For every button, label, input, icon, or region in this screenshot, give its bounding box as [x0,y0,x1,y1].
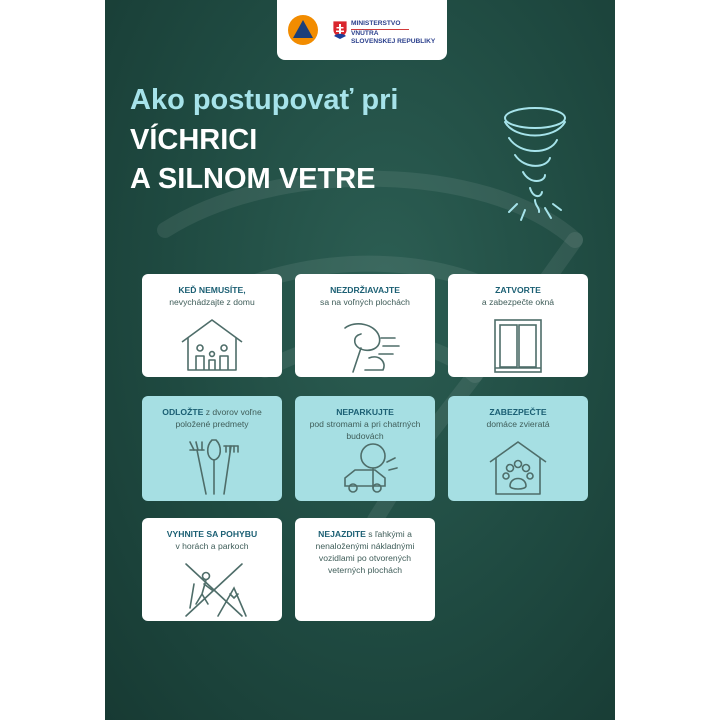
card-7-bold: VYHNITE SA POHYBU [166,529,258,539]
house-family-icon [142,316,282,372]
ministry-line-2: VNÚTRA [351,30,379,37]
car-tree-icon [295,442,435,498]
card-avoid-mountains [142,518,282,621]
card-3-bold: ZATVORTE [495,285,541,295]
card-secure-pets [448,396,588,501]
no-hiking-icon [142,558,282,620]
card-2-text: sa na voľných plochách [320,297,410,307]
ministry-line-3: SLOVENSKEJ REPUBLIKY [351,38,436,45]
window-icon [448,316,588,374]
card-avoid-open-areas [295,274,435,377]
card-4-text: z dvorov voľne položené predmety [175,407,262,429]
card-2-bold: NEZDRŽIAVAJTE [330,285,400,295]
card-5-bold: NEPARKUJTE [336,407,394,417]
slovak-coat-of-arms-icon [332,20,348,40]
card-8-text: s ľahkými a nenaloženými nákladnými vozidlami po otvorených veterných plochách [315,529,415,575]
card-3-text: a zabezpečte okná [481,297,555,307]
card-1-bold: KEĎ NEMUSÍTE, [178,285,246,295]
card-close-windows [448,274,588,377]
title-line-3: A SILNOM VETRE [130,163,376,195]
wind-tree-icon [295,318,435,374]
card-no-parking [295,396,435,501]
poster [105,0,615,720]
card-stay-home [142,274,282,377]
card-8-bold: NEJAZDITE [318,529,366,539]
card-no-light-trucks [295,518,435,621]
logo-header [277,0,447,60]
pet-house-icon [448,438,588,498]
title-line-2: VÍCHRICI [130,124,258,156]
garden-tools-icon [142,436,282,498]
tornado-icon [495,100,575,230]
ministry-line-1: MINISTERSTVO [351,20,409,30]
card-put-away-objects [142,396,282,501]
card-6-text: domáce zvieratá [486,419,550,429]
ministry-name [351,20,446,46]
card-6-bold: ZABEZPEČTE [489,407,547,417]
card-7-text: v horách a parkoch [175,541,249,551]
title-line-1: Ako postupovať pri [130,84,399,116]
card-1-text: nevychádzajte z domu [169,297,255,307]
civil-protection-logo [287,14,319,46]
card-4-bold: ODLOŽTE [162,407,204,417]
card-5-text: pod stromami a pri chatrných budovách [309,419,421,441]
